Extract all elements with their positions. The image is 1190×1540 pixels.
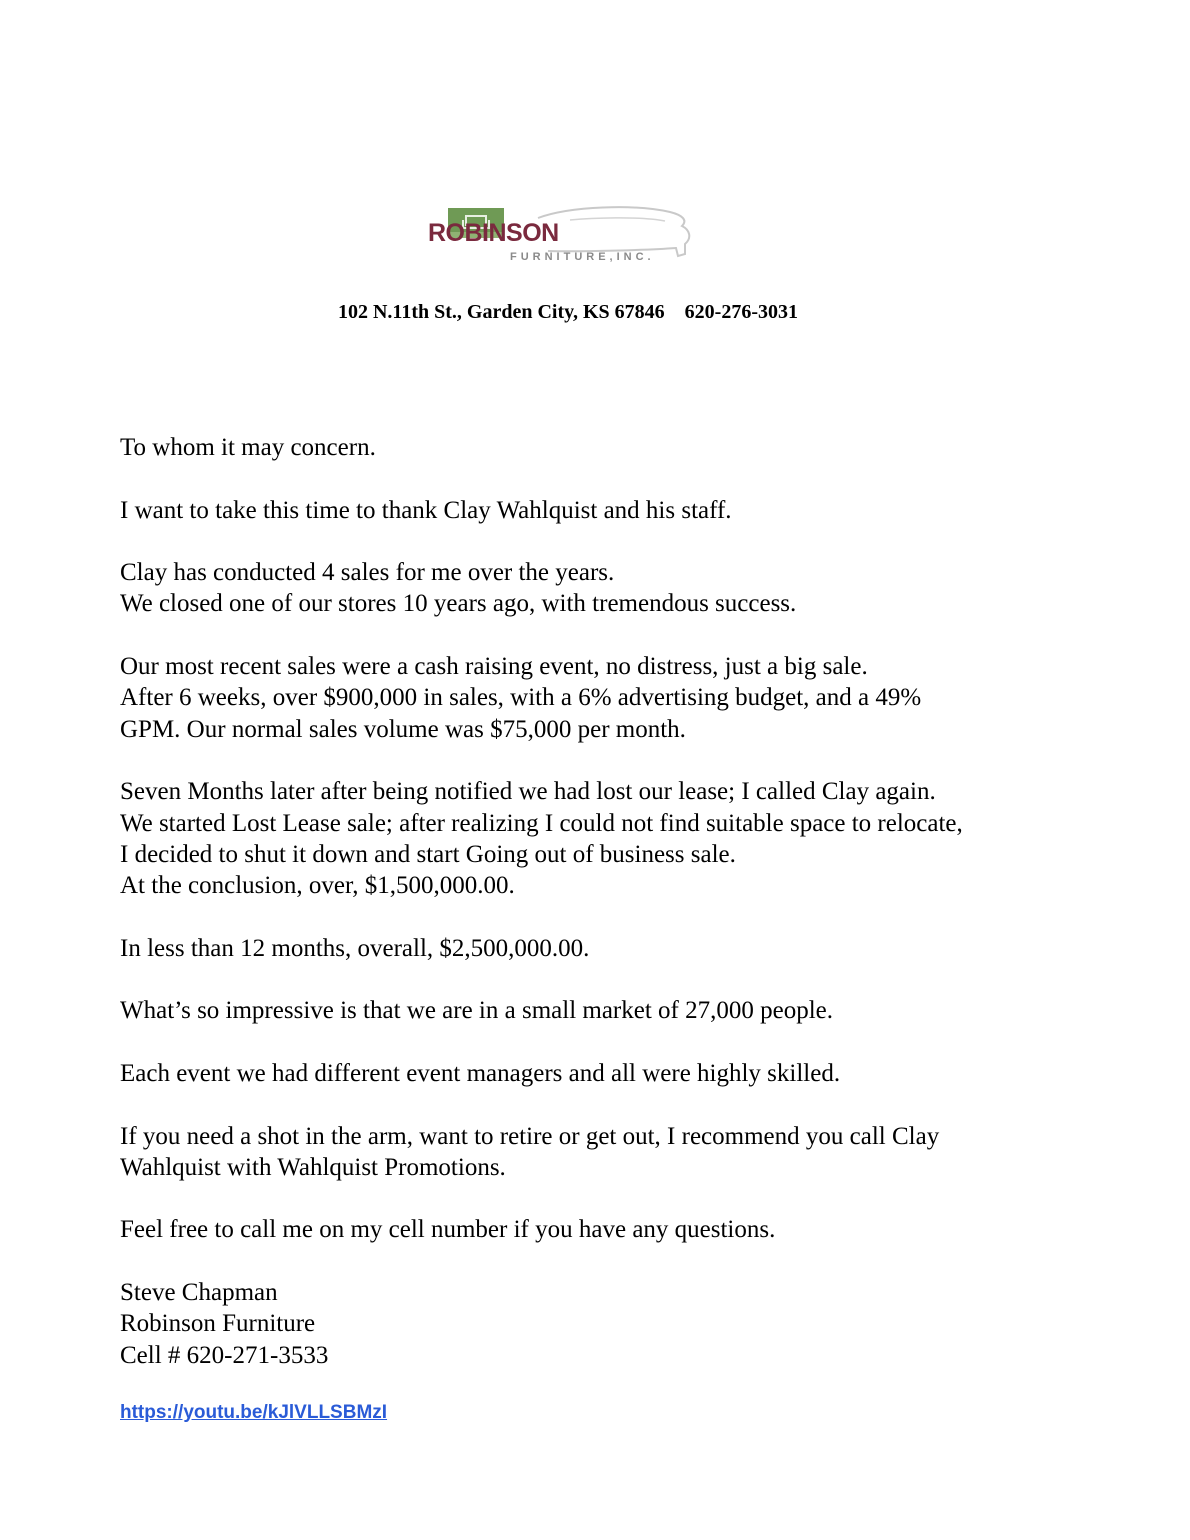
paragraph-overall-total: In less than 12 months, overall, $2,500,000.00. [120,934,590,962]
video-link[interactable]: https://youtu.be/kJlVLLSBMzI [120,1402,388,1423]
paragraph-event-managers: Each event we had different event managers and all were highly skilled. [120,1059,841,1087]
signature-company: Robinson Furniture [120,1310,316,1338]
robinson-furniture-logo [420,196,710,274]
paragraph-recommendation-line: If you need a shot in the arm, want to retire or get out, I recommend you call Clay [120,1122,940,1150]
paragraph-lost-lease-line: At the conclusion, over, $1,500,000.00. [120,872,515,900]
salutation: To whom it may concern. [120,434,376,461]
logo-subname: FURNITURE,INC. [510,251,655,263]
paragraph-thanks: I want to take this time to thank Clay Wahlquist and his staff. [120,496,732,524]
paragraph-recommendation-line: Wahlquist with Wahlquist Promotions. [120,1153,506,1181]
letterhead-address: 102 N.11th St., Garden City, KS 67846 620-276-3031 [337,301,799,323]
paragraph-market-size: What’s so impressive is that we are in a small market of 27,000 people. [120,997,834,1025]
paragraph-sales-history-line: Clay has conducted 4 sales for me over the years. [120,559,615,587]
paragraph-recent-sales-line: Our most recent sales were a cash raising event, no distress, just a big sale. [120,653,868,681]
logo-name: ROBINSON [428,219,559,247]
paragraph-lost-lease-line: We started Lost Lease sale; after realizing I could not find suitable space to relocate, [120,809,963,837]
paragraph-recent-sales-line: After 6 weeks, over $900,000 in sales, with a 6% advertising budget, and a 49% [120,684,922,712]
paragraph-contact-invite: Feel free to call me on my cell number if you have any questions. [120,1216,776,1244]
paragraph-recent-sales-line: GPM. Our normal sales volume was $75,000 per month. [120,715,686,743]
letter-body [120,432,1120,1371]
paragraph-sales-history-line: We closed one of our stores 10 years ago, with tremendous success. [120,590,797,618]
paragraph-lost-lease-line: Seven Months later after being notified we had lost our lease; I called Clay again. [120,778,936,806]
paragraph-lost-lease-line: I decided to shut it down and start Going out of business sale. [120,840,736,868]
sofa-sketch [538,207,689,256]
signature-name: Steve Chapman [120,1279,278,1307]
signature-cell: Cell # 620-271-3533 [120,1341,329,1369]
